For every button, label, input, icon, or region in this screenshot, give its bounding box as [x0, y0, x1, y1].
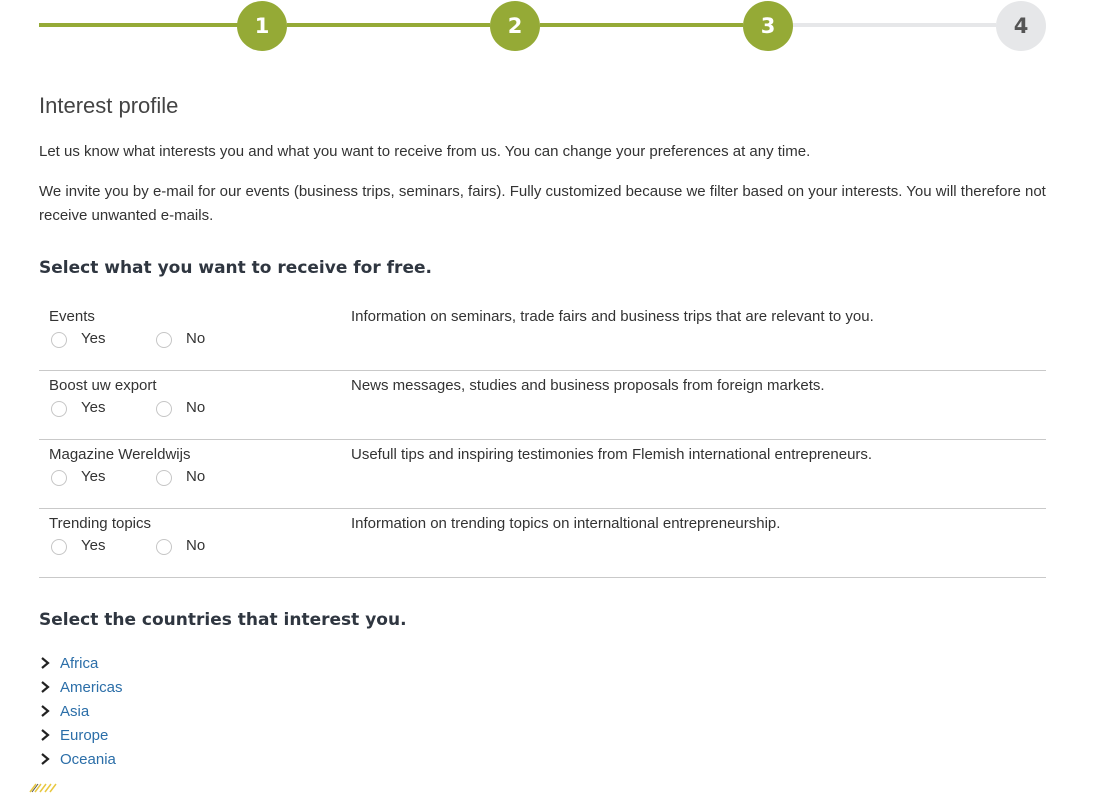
subscription-description: Information on trending topics on internaltional entrepreneurship. [351, 515, 781, 532]
chevron-right-icon [40, 752, 51, 766]
radio-button[interactable] [156, 539, 172, 555]
subscription-description: Usefull tips and inspiring testimonies from Flemish international entrepreneurs. [351, 446, 873, 463]
trending-topics-no-option[interactable] [156, 535, 205, 555]
country-link[interactable]: Asia [60, 702, 90, 720]
country-link[interactable]: Americas [60, 678, 123, 696]
interest-profile-form [39, 88, 1046, 771]
events-no-option[interactable] [156, 328, 205, 348]
step-3: 3 [743, 1, 793, 51]
subscription-description: News messages, studies and business proposals from foreign markets. [351, 377, 825, 394]
chevron-right-icon [40, 656, 51, 670]
boost-export-yes-option[interactable] [51, 397, 105, 417]
radio-label: No [186, 467, 206, 485]
country-link[interactable]: Africa [60, 654, 99, 672]
chevron-right-icon [40, 728, 51, 742]
country-item-oceania[interactable] [39, 747, 1046, 771]
subscription-list [39, 302, 1046, 578]
country-item-africa[interactable] [39, 651, 1046, 675]
subscription-row-magazine [39, 440, 1046, 509]
trending-topics-yes-option[interactable] [51, 535, 105, 555]
step-4: 4 [996, 1, 1046, 51]
radio-label: No [186, 329, 206, 347]
subscription-name: Magazine Wereldwijs [49, 446, 191, 463]
intro-text-events: We invite you by e-mail for our events (business trips, seminars, fairs). Fully customized because we filter based on your interests. You will therefore not receive unwanted e-mails. [39, 183, 1046, 224]
radio-button[interactable] [156, 470, 172, 486]
step-connector [287, 23, 490, 27]
chevron-right-icon [40, 680, 51, 694]
subscription-row-boost-export [39, 371, 1046, 440]
page-title: Interest profile [39, 93, 179, 118]
country-link[interactable]: Europe [60, 726, 109, 744]
step-2: 2 [490, 1, 540, 51]
radio-button[interactable] [51, 539, 67, 555]
events-yes-option[interactable] [51, 328, 105, 348]
subscription-name: Events [49, 308, 95, 325]
chevron-right-icon [40, 704, 51, 718]
radio-label: No [186, 536, 206, 554]
radio-button[interactable] [51, 401, 67, 417]
step-connector [540, 23, 743, 27]
country-item-asia[interactable] [39, 699, 1046, 723]
radio-label: Yes [81, 329, 106, 347]
decorative-hatch-icon [28, 781, 60, 793]
country-item-americas[interactable] [39, 675, 1046, 699]
radio-button[interactable] [156, 401, 172, 417]
boost-export-no-option[interactable] [156, 397, 205, 417]
country-link[interactable]: Oceania [60, 750, 116, 768]
subscriptions-heading: Select what you want to receive for free. [39, 258, 432, 278]
country-list [39, 651, 1046, 771]
subscription-row-trending-topics [39, 509, 1046, 578]
radio-label: Yes [81, 398, 106, 416]
subscription-row-events [39, 302, 1046, 371]
country-item-europe[interactable] [39, 723, 1046, 747]
step-connector [793, 23, 996, 27]
radio-button[interactable] [51, 332, 67, 348]
radio-label: No [186, 398, 206, 416]
progress-stepper [39, 0, 1046, 52]
intro-text: Let us know what interests you and what you want to receive from us. You can change your preferences at any time. [39, 143, 811, 160]
radio-button[interactable] [156, 332, 172, 348]
subscription-name: Trending topics [49, 515, 151, 532]
step-1: 1 [237, 1, 287, 51]
radio-label: Yes [81, 536, 106, 554]
subscription-description: Information on seminars, trade fairs and business trips that are relevant to you. [351, 308, 874, 325]
step-connector [39, 23, 239, 27]
countries-heading: Select the countries that interest you. [39, 610, 407, 630]
magazine-no-option[interactable] [156, 466, 205, 486]
radio-button[interactable] [51, 470, 67, 486]
subscription-name: Boost uw export [49, 377, 157, 394]
magazine-yes-option[interactable] [51, 466, 105, 486]
radio-label: Yes [81, 467, 106, 485]
